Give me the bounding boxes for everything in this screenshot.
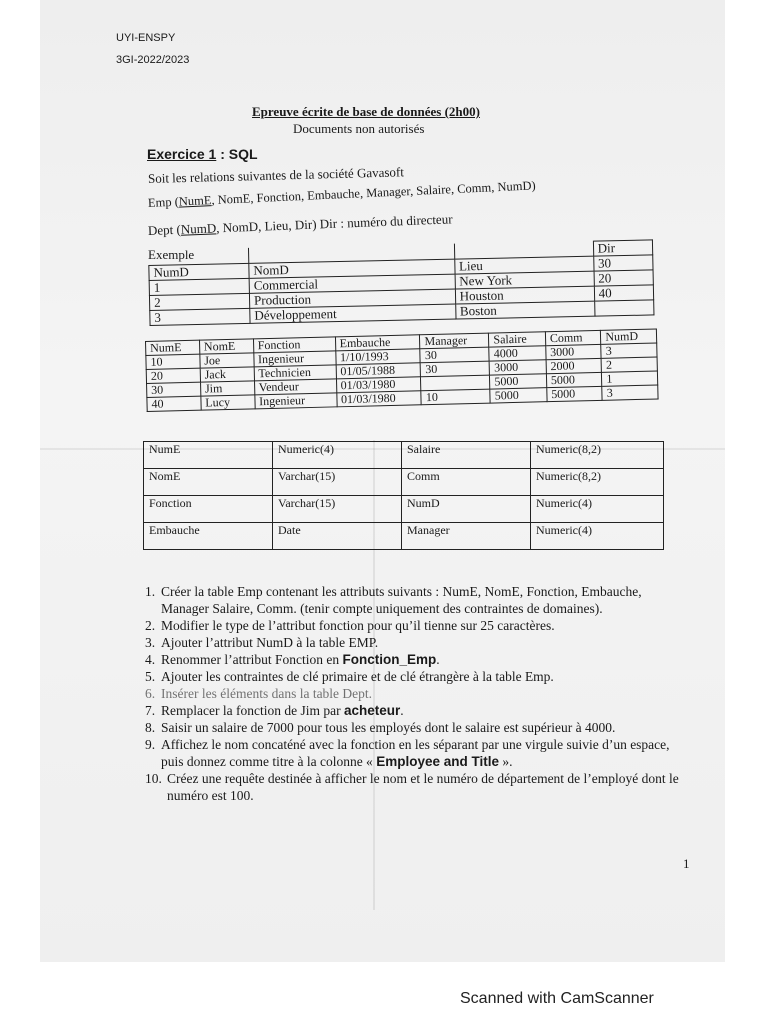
dept-header-dir: Dir <box>593 240 653 256</box>
question-text: Remplacer la fonction de Jim par <box>161 703 344 718</box>
emp-header-cell: NumD <box>601 329 657 344</box>
table-cell: 3000 <box>546 344 602 359</box>
table-cell: 01/05/1988 <box>336 363 421 379</box>
question-number: 9. <box>145 737 156 752</box>
question-after: . <box>400 703 404 718</box>
table-cell: 20 <box>594 270 654 286</box>
table-cell: 3 <box>602 385 658 400</box>
class-year: 3GI-2022/2023 <box>116 54 190 66</box>
table-cell: Ingenieur <box>254 393 336 409</box>
table-cell: 10 <box>146 354 200 369</box>
table-cell: NomE <box>144 469 273 496</box>
dept-header-lieu: Lieu <box>454 256 593 274</box>
dept-relation <box>148 211 453 239</box>
table-cell: Développement <box>250 304 456 323</box>
table-row <box>144 496 664 523</box>
table-cell: Numeric(8,2) <box>531 469 664 496</box>
camscanner-watermark: Scanned with CamScanner <box>460 990 654 1007</box>
list-item <box>145 634 690 651</box>
scanned-page <box>40 0 725 962</box>
table-cell: 1 <box>149 278 249 295</box>
question-number: 7. <box>145 703 156 718</box>
question-bold: acheteur <box>343 703 401 718</box>
exercise-label: Exercice 1 <box>147 146 217 162</box>
table-cell: Boston <box>455 301 594 319</box>
list-item <box>145 583 690 617</box>
table-cell: Manager <box>402 523 531 550</box>
table-cell: 1 <box>602 371 658 386</box>
intro-text: Soit les relations suivantes de la société Gavasoft <box>147 164 405 186</box>
question-text: Ajouter l’attribut NumD à la table EMP. <box>161 635 379 650</box>
list-item <box>145 770 690 804</box>
list-item <box>145 651 690 668</box>
table-cell: 3000 <box>489 360 546 375</box>
emp-header-cell: Fonction <box>253 337 335 353</box>
question-number: 1. <box>145 584 156 599</box>
table-cell: 1/10/1993 <box>335 349 420 365</box>
table-cell: 2 <box>149 293 249 310</box>
table-cell: Fonction <box>144 496 273 523</box>
question-text: Modifier le type de l’attribut fonction pour qu’il tienne sur 25 caractères. <box>161 618 555 633</box>
question-after: . <box>436 652 440 667</box>
table-cell: Production <box>249 289 455 308</box>
list-item <box>145 617 690 634</box>
question-number: 5. <box>145 669 156 684</box>
table-cell: 20 <box>146 368 200 383</box>
list-item <box>145 719 690 736</box>
question-text: Ajouter les contraintes de clé primaire et de clé étrangère à la table Emp. <box>161 669 554 684</box>
exercise-topic: : SQL <box>220 146 258 162</box>
emp-attributes: , NomE, Fonction, Embauche, Manager, Salaire, Comm, NumD) <box>211 178 536 208</box>
table-row <box>144 442 664 469</box>
question-number: 8. <box>145 720 156 735</box>
emp-header-cell: NomE <box>199 339 253 354</box>
table-cell: 5000 <box>547 386 603 401</box>
table-cell: Joe <box>200 353 254 368</box>
list-item <box>145 702 690 719</box>
emp-table <box>145 328 659 411</box>
dept-table <box>148 239 654 326</box>
table-cell: 5000 <box>490 388 547 403</box>
table-cell: Jack <box>200 367 254 382</box>
table-cell: Varchar(15) <box>273 496 402 523</box>
table-cell: Numeric(4) <box>273 442 402 469</box>
table-cell: Comm <box>402 469 531 496</box>
table-cell: Numeric(8,2) <box>531 442 664 469</box>
question-number: 10. <box>145 771 162 786</box>
table-cell: 5000 <box>490 374 547 389</box>
table-cell: New York <box>455 271 594 289</box>
page-number: 1 <box>683 856 690 871</box>
table-cell: Lucy <box>201 395 255 410</box>
table-cell: 30 <box>421 361 490 377</box>
table-row <box>144 469 664 496</box>
emp-header-cell: Embauche <box>335 335 420 351</box>
table-cell: 10 <box>421 389 490 405</box>
exam-title: Epreuve écrite de base de données (2h00) <box>252 104 480 119</box>
dept-dir-value: 30 <box>593 255 653 271</box>
table-cell <box>594 300 654 316</box>
dept-name: Dept ( <box>147 221 182 238</box>
question-text: Renommer l’attribut Fonction en <box>161 652 343 667</box>
example-label: Exemple <box>148 247 195 262</box>
question-bold: Fonction_Emp <box>342 652 437 667</box>
question-list <box>145 583 690 804</box>
question-text: Saisir un salaire de 7000 pour tous les employés dont le salaire est supérieur à 4000. <box>161 720 616 735</box>
emp-header-cell: Comm <box>545 330 601 345</box>
table-cell: Date <box>273 523 402 550</box>
question-number: 4. <box>145 652 156 667</box>
table-cell: NumE <box>144 442 273 469</box>
dept-header-numd: NumD <box>149 263 249 280</box>
table-cell: 40 <box>147 396 201 411</box>
table-cell: NumD <box>402 496 531 523</box>
table-cell: Embauche <box>144 523 273 550</box>
type-table <box>143 441 664 550</box>
table-cell: 5000 <box>546 372 602 387</box>
table-cell: Technicien <box>254 365 336 381</box>
question-number: 6. <box>145 686 156 701</box>
table-cell: Ingenieur <box>253 351 335 367</box>
table-cell: Houston <box>455 286 594 304</box>
question-number: 2. <box>145 618 156 633</box>
question-text: Insérer les éléments dans la table Dept. <box>161 686 373 701</box>
emp-header-cell: Manager <box>420 333 489 349</box>
emp-header-cell: NumE <box>146 340 200 355</box>
table-cell: 3 <box>150 308 250 325</box>
dept-key: NumD <box>180 220 217 237</box>
table-cell: 01/03/1980 <box>336 377 421 393</box>
table-cell: 30 <box>420 347 489 363</box>
question-bold: Employee and Title <box>376 754 499 769</box>
table-cell: 2000 <box>546 358 602 373</box>
question-after: ». <box>498 754 513 769</box>
school-name: UYI-ENSPY <box>116 32 176 44</box>
list-item <box>145 668 690 685</box>
table-cell: Numeric(4) <box>531 496 664 523</box>
dept-header-nomd: NomD <box>249 259 455 278</box>
table-cell: Commercial <box>249 274 455 293</box>
table-cell: 40 <box>594 285 654 301</box>
question-text: Créez une requête destinée à afficher le nom et le numéro de département de l’employé dont le numéro est 100. <box>167 771 679 803</box>
table-row <box>144 523 664 550</box>
exam-subtitle: Documents non autorisés <box>293 121 425 136</box>
question-text: Affichez le nom concaténé avec la fonction en les séparant par une virgule suivie d’un espace, puis donnez comme titre à la colonne « <box>161 737 670 769</box>
table-cell: 2 <box>601 357 657 372</box>
table-cell: Salaire <box>402 442 531 469</box>
question-number: 3. <box>145 635 156 650</box>
list-item <box>145 736 690 770</box>
emp-header-cell: Salaire <box>489 332 546 347</box>
table-cell: Numeric(4) <box>531 523 664 550</box>
question-text: Créer la table Emp contenant les attributs suivants : NumE, NomE, Fonction, Embauche, Manager Salaire, Comm. (tenir compte uniquement des contraintes de domaines). <box>161 584 642 616</box>
table-cell: 3 <box>601 343 657 358</box>
table-cell: Varchar(15) <box>273 469 402 496</box>
emp-name: Emp ( <box>147 194 180 210</box>
table-cell: 30 <box>147 382 201 397</box>
table-cell: Vendeur <box>254 379 336 395</box>
emp-key: NumE <box>178 193 212 209</box>
table-cell: 4000 <box>489 346 546 361</box>
dept-attributes: , NomD, Lieu, Dir) Dir : numéro du directeur <box>215 211 453 236</box>
list-item <box>145 685 690 702</box>
table-cell: Jim <box>200 381 254 396</box>
table-cell: 01/03/1980 <box>336 391 421 407</box>
exercise-heading <box>147 146 258 162</box>
